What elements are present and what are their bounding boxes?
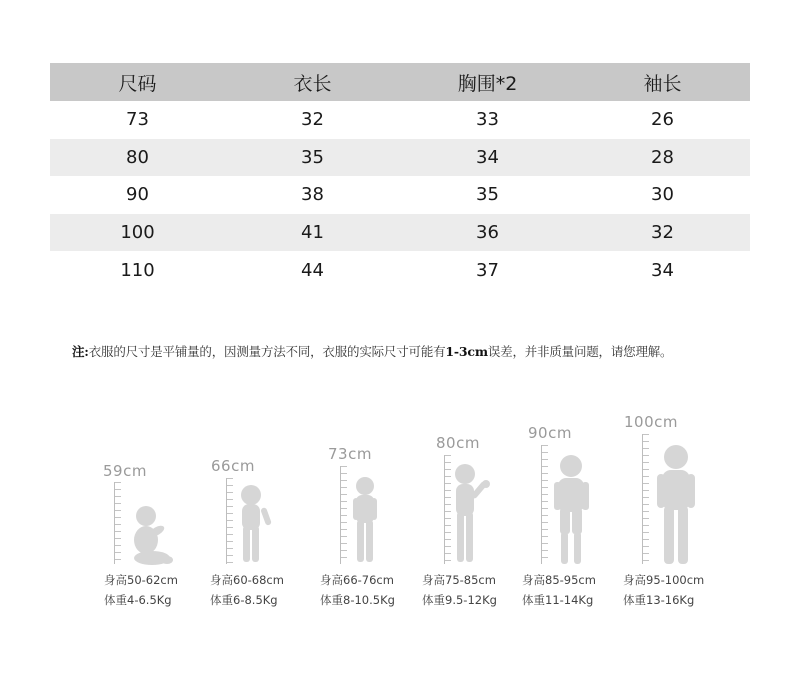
table-cell: 30 [651,184,674,206]
height-range: 身高85-95cm [522,573,596,587]
table-cell: 34 [400,139,575,177]
table-cell: 32 [301,109,324,131]
table-cell: 38 [301,184,324,206]
sitting-baby-icon [126,504,174,566]
table-header-row [50,63,750,101]
older-child-icon [654,444,698,566]
table-cell: 44 [301,259,324,281]
measurement-note [72,342,772,360]
height-label: 59cm [103,462,147,480]
weight-range: 体重9.5-12Kg [422,593,497,607]
table-cell: 73 [126,109,149,131]
weight-range: 体重11-14Kg [522,593,594,607]
caption-col4 [422,570,497,610]
child-icon [552,454,592,566]
table-cell: 36 [400,214,575,252]
weight-range: 体重6-8.5Kg [210,593,278,607]
ruler [114,482,118,564]
table-cell: 35 [476,184,499,206]
waving-toddler-icon [450,462,494,564]
ruler [642,434,646,564]
height-label: 80cm [436,434,480,452]
ruler [541,445,545,564]
table-row [50,101,750,139]
table-row [50,251,750,289]
table-cell: 37 [476,259,499,281]
height-range: 身高66-76cm [320,573,394,587]
table-cell: 41 [225,214,400,252]
weight-range: 体重8-10.5Kg [320,593,395,607]
height-range: 身高50-62cm [104,573,178,587]
ruler [226,478,230,564]
caption-col2 [210,570,284,610]
height-range: 身高60-68cm [210,573,284,587]
height-label: 73cm [328,445,372,463]
caption-col6 [623,570,704,610]
table-cell: 28 [575,139,750,177]
table-row [50,214,750,252]
height-label: 100cm [624,413,678,431]
table-cell: 32 [575,214,750,252]
height-range: 身高75-85cm [422,573,496,587]
height-label: 66cm [211,457,255,475]
size-table [50,63,750,289]
weight-range: 体重13-16Kg [623,593,695,607]
caption-col3 [320,570,395,610]
note-highlight: 1-3cm [445,344,488,359]
table-cell: 80 [50,139,225,177]
table-cell: 35 [225,139,400,177]
header-chest: 胸围*2 [400,63,575,101]
height-range: 身高95-100cm [623,573,705,587]
weight-range: 体重4-6.5Kg [104,593,172,607]
ruler [340,466,344,564]
caption-col5 [522,570,596,610]
table-row [50,176,750,214]
header-sleeve: 袖长 [575,63,750,101]
table-cell: 100 [50,214,225,252]
table-cell: 90 [126,184,149,206]
note-text-end: 误差，并非质量问题，请您理解。 [487,344,673,359]
header-size: 尺码 [50,63,225,101]
height-chart [0,400,800,630]
table-cell: 26 [651,109,674,131]
table-cell: 110 [120,259,155,281]
caption-col1 [104,570,178,610]
table-row [50,139,750,177]
standing-baby-icon [236,484,272,564]
table-cell: 34 [651,259,674,281]
note-prefix: 注: [72,344,89,359]
header-length: 衣长 [225,63,400,101]
toddler-icon [348,476,382,564]
table-cell: 33 [476,109,499,131]
height-label: 90cm [528,424,572,442]
note-text: 衣服的尺寸是平铺量的，因测量方法不同，衣服的实际尺寸可能有 [88,344,446,359]
ruler [444,455,448,564]
